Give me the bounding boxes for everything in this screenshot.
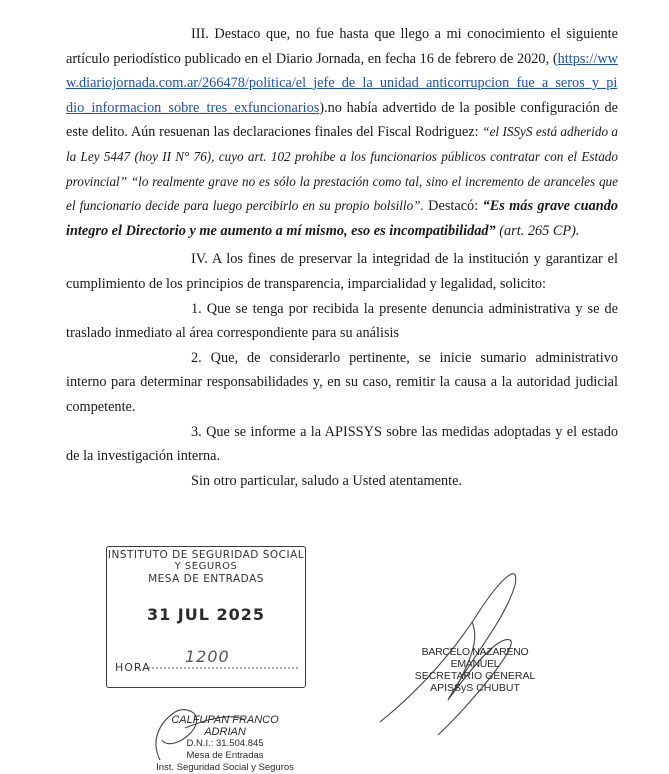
left-signature-block (150, 714, 300, 774)
left-signer-org: Inst. Seguridad Social y Seguros (156, 762, 294, 773)
incompatibility-quote: “Es más grave cuando integro el Directorio y me aumento a mí mismo, eso es incompatibilidad” (66, 198, 618, 239)
request-item-1: 1. Que se tenga por recibida la presente denuncia administrativa y se de traslado inmediato al área correspondiente para su análisis (66, 300, 618, 342)
right-signer-name: BARCELO NAZARENO EMANUEL (421, 646, 529, 670)
left-signer-dni: D.N.I.: 31.504.845 (186, 738, 264, 749)
closing-line: Sin otro particular, saludo a Usted atentamente. (191, 472, 462, 489)
request-item-2: 2. Que, de considerarlo pertinente, se inicie sumario administrativo interno para determinar responsabilidades y, en su caso, remitir la causa a la autoridad judicial competente. (66, 349, 618, 415)
stamp-date: 31 JUL 2025 (146, 605, 266, 624)
paragraph-iii-intro: III. Destaco que, no fue hasta que llego a mi conocimiento el siguiente artículo periodístico publicado en el Diario Jornada, en fecha 16 de febrero de 2020, ( (66, 26, 618, 67)
paragraph-iii-middle: ).no había advertido de la posible configuración de este delito. Aún resuenan las declaraciones finales del Fiscal Rodriguez: (66, 99, 618, 141)
stamp-hora-value: 1200 (185, 647, 230, 666)
request-item-3: 3. Que se informe a la APISSYS sobre las medidas adoptadas y el estado de la investigación interna. (66, 423, 618, 465)
stamp-hora-label: HORA (115, 661, 151, 674)
reception-stamp (106, 546, 306, 688)
left-signer-dept: Mesa de Entradas (186, 750, 264, 761)
right-signer-title: SECRETARIO GENERAL (414, 670, 536, 682)
left-signer-name: CALFUPAN FRANCO ADRIAN (171, 714, 279, 738)
paragraph-iv: IV. A los fines de preservar la integridad de la institución y garantizar el cumplimiento de los principios de transparencia, imparcialidad y legalidad, solicito: (66, 251, 618, 292)
right-signature-block (400, 646, 550, 694)
document-body (66, 22, 618, 493)
newspaper-article-link[interactable]: https://www.diariojornada.com.ar/266478/politica/el_jefe_de_la_unidad_anticorrupcion_fue_a_seros_y_pidio_informacion_sobre_tres_exfuncionarios (66, 50, 618, 116)
stamp-department: MESA DE ENTRADAS (148, 573, 264, 585)
destaco-label: Destacó: (423, 198, 483, 215)
stamp-institution: INSTITUTO DE SEGURIDAD SOCIAL (107, 549, 305, 561)
article-reference: (art. 265 CP). (495, 222, 580, 239)
right-signer-org: APISSyS CHUBUT (430, 682, 520, 694)
stamp-institution-line2: Y SEGUROS (174, 561, 238, 572)
fiscal-quote: “el ISSyS está adherido a la Ley 5447 (hoy II N° 76), cuyo art. 102 prohibe a los funcionarios públicos contratar con el Estado provincial” “lo realmente grave no es sólo la prestación como tal, sino el incremento de aranceles que el funcionario decide para luego percibirlo en su propio bolsillo”. (66, 124, 618, 214)
paragraph-iii (66, 22, 618, 243)
